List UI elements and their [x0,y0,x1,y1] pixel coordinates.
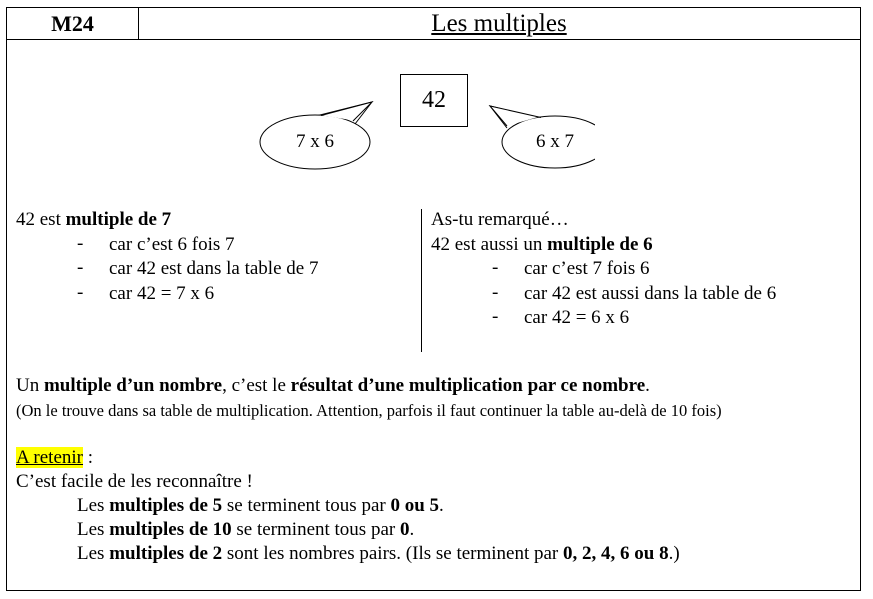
retain-heading [16,446,93,470]
header-row [6,7,861,40]
list-item: car c’est 6 fois 7 [109,234,235,255]
right-bubble-text: 6 x 7 [536,131,574,152]
left-intro [16,208,171,233]
rule-bold: 0 ou 5 [390,495,440,516]
retain-intro: C’est facile de les reconnaître ! [16,471,253,492]
rule-bold: 0 [399,519,410,540]
retain-colon: : [83,447,94,468]
list-item: car 42 est aussi dans la table de 6 [524,283,777,304]
definition-text: Un [16,375,44,396]
list-item: car 42 = 7 x 6 [109,283,215,304]
dash-bullet: - [77,257,84,278]
definition-bold: résultat d’une multiplication par ce nombre [290,375,646,396]
list-item: car c’est 7 fois 6 [524,258,650,279]
rule-text: se terminent tous par [231,519,400,540]
right-remark: As-tu remarqué… [431,209,569,230]
rule-text: se terminent tous par [222,495,391,516]
lesson-code: M24 [7,8,139,39]
retain-label: A retenir [16,447,84,468]
definition-sentence [16,374,650,398]
lesson-title-cell [138,8,860,39]
rule-text: Les [77,519,110,540]
definition-note: (On le trouve dans sa table de multiplication. Attention, parfois il faut continuer la table au-delà de 10 fois) [16,401,722,420]
right-intro [431,233,653,258]
definition-text: . [645,375,650,396]
list-item: car 42 = 6 x 6 [524,307,630,328]
left-intro-text: 42 est [16,209,66,230]
left-bubble-text: 7 x 6 [296,131,334,152]
rule-multiples-2 [77,542,680,566]
lesson-title: Les multiples [431,10,567,37]
rule-text: Les [77,543,110,564]
dash-bullet: - [492,306,499,327]
right-intro-bold: multiple de 6 [547,234,653,255]
rule-text: Les [77,495,110,516]
column-divider [421,209,422,352]
rule-text: sont les nombres pairs. (Ils se terminent par [222,543,564,564]
definition-bold: multiple d’un nombre [43,375,223,396]
rule-bold: multiples de 5 [109,495,223,516]
rule-bold: 0, 2, 4, 6 ou 8 [563,543,669,564]
right-intro-text: 42 est aussi un [431,234,548,255]
dash-bullet: - [77,282,84,303]
dash-bullet: - [492,257,499,278]
number-box: 42 [400,74,468,127]
rule-bold: multiples de 2 [109,543,223,564]
rule-multiples-10 [77,518,414,542]
rule-text: .) [668,543,680,564]
left-intro-bold: multiple de 7 [65,209,172,230]
list-item: car 42 est dans la table de 7 [109,258,319,279]
rule-multiples-5 [77,494,444,518]
dash-bullet: - [77,233,84,254]
rule-text: . [439,495,444,516]
definition-text: , c’est le [222,375,291,396]
rule-bold: multiples de 10 [109,519,232,540]
dash-bullet: - [492,282,499,303]
rule-text: . [409,519,415,540]
